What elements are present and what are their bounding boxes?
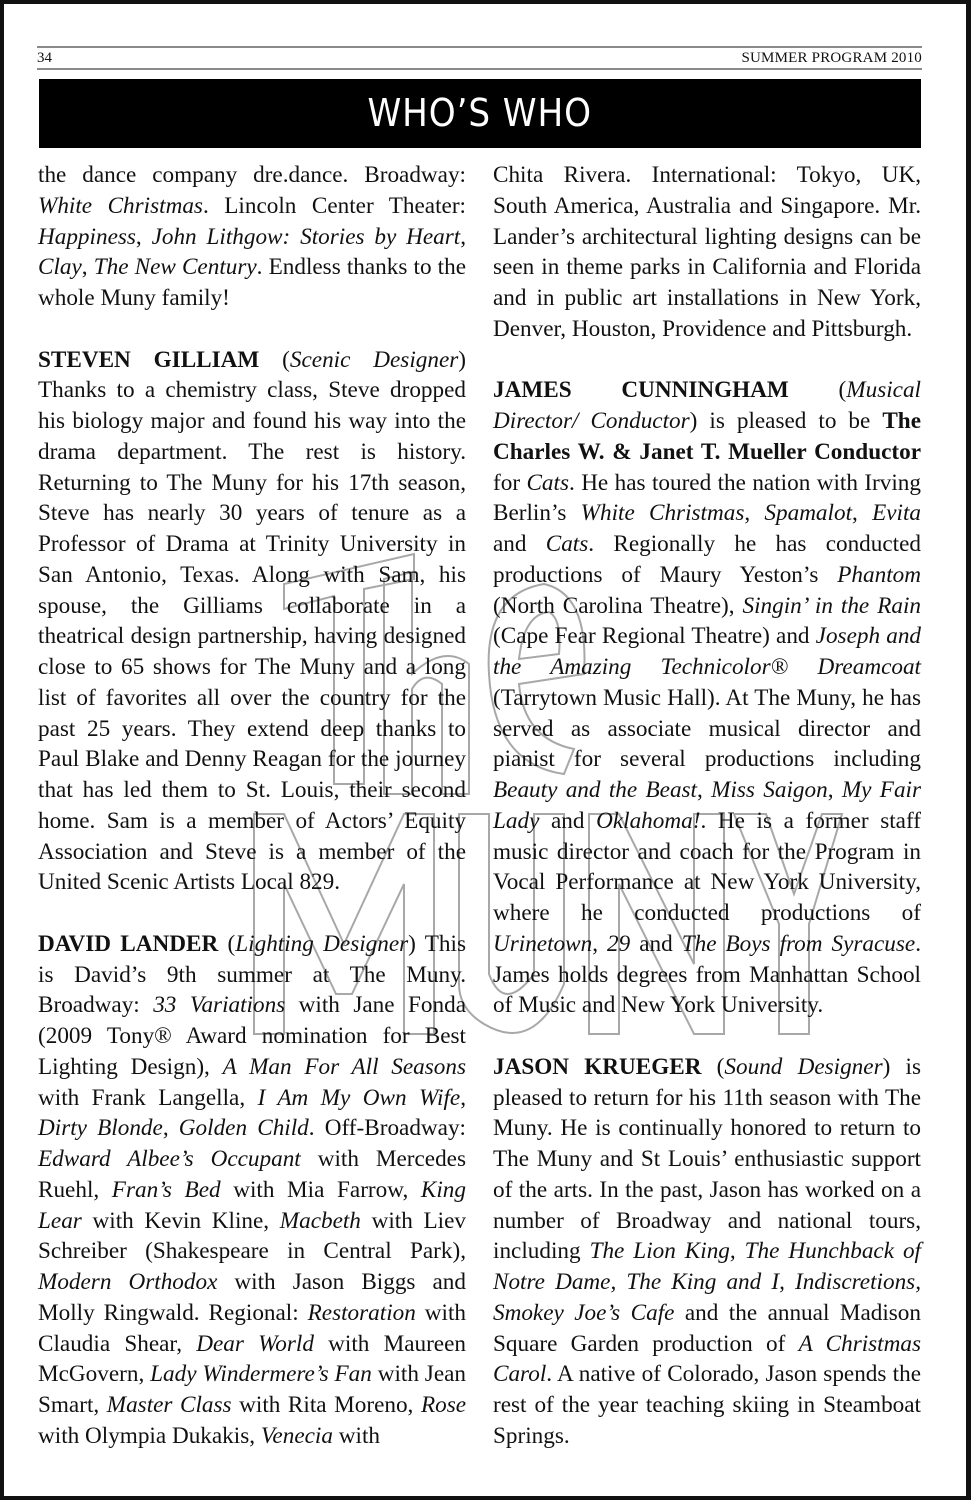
italic-title: Restoration [307,1299,416,1326]
bio-text: , [460,223,466,250]
bio-text: , [81,254,94,281]
section-banner [39,79,921,148]
bio-text: with Kevin Kline, [81,1207,280,1234]
bio-text: . He has toured the nation with Irving Berlin’s [493,469,921,527]
bio-text: with Jane Fonda (2009 Tony® Award nomination for Best Lighting Design), [38,992,466,1080]
bio-paragraph [38,160,466,314]
bio-text: . Off-Broadway: [308,1115,466,1142]
italic-title: 33 Variations [153,992,286,1019]
bio-text: Chita Rivera. International: Tokyo, UK, South America, Australia and Singapore. Mr. Lander’s architectural lighting designs can be seen in theme parks in California and Florida and in public art installations in New York, Denver, Houston, Providence and Pittsburgh. [493,162,921,342]
bio-text: , [852,500,873,527]
bio-text: . Lincoln Center Theater: [202,192,466,219]
italic-title: King Lear [38,1176,466,1234]
bio-text: with Maureen McGovern, [38,1330,466,1388]
italic-title: Beauty and the Beast [493,777,697,803]
italic-title: Modern Orthodox [38,1269,218,1295]
bio-text: and [493,531,546,557]
bio-text: . James holds degrees from Manhattan School of Music and New York University. [493,930,922,1019]
section-title: WHO’S WHO [367,91,593,135]
page-number: 34 [37,50,52,66]
bio-text: . Endless thanks to the whole Muny family! [38,254,466,311]
italic-title: A Man For All Seasons [222,1053,466,1080]
italic-title: Singin’ in the Rain [742,592,921,619]
italic-title: Edward Albee’s Occupant [38,1146,301,1172]
column-right [493,160,921,1452]
bio-text: . He is a former staff music director and coach for the Program in Vocal Performance at New York University, where he conducted productions of [493,807,921,926]
italic-title: Clay [38,254,82,281]
bio-text: ( [701,1053,725,1080]
bio-name: The Charles W. & Janet T. Mueller Conductor [493,408,921,465]
column-left [38,160,466,1452]
bio-name: JAMES CUNNINGHAM [493,377,789,404]
publication-title: SUMMER PROGRAM 2010 [741,50,922,66]
bio-paragraph [38,345,466,899]
bio-text: ) This is David’s 9th summer at The Muny. Broadway: [38,930,466,1019]
italic-title: John Lithgow: Stories by Heart [151,223,461,250]
bio-text: with Rita Moreno, [231,1392,421,1418]
italic-title: Cats [526,469,569,496]
bio-text: (Cape Fear Regional Theatre) and [493,623,816,650]
bio-paragraph [493,1052,921,1452]
bio-text: (North Carolina Theatre), [493,592,743,619]
bio-text: with Jason Biggs and Molly Ringwald. Regional: [38,1269,466,1326]
bio-paragraph [493,375,921,1021]
italic-title: The Boys from Syracuse [681,930,916,957]
bio-text: ( [259,346,290,373]
bio-text: with Mia Farrow, [220,1176,421,1203]
bio-text: and the annual Madison Square Garden production of [493,1299,921,1357]
bio-text: ) is pleased to be [689,408,883,434]
bio-name: DAVID LANDER [38,930,219,957]
italic-title: Happiness [38,223,136,250]
bio-text: . A native of Colorado, Jason spends the rest of the year teaching skiing in Steamboat Springs. [493,1361,921,1449]
bio-text: ) Thanks to a chemistry class, Steve dropped his biology major and found his way into the drama department. The rest is history. Returning to The Muny for his 17th season, Steve has nearly 30 years of tenure as a Professor of Drama at Trinity University in San Antonio, Texas. Along with Sam, his spouse, the Gilliams collaborate in a theatrical design partnership, having designed close to 65 shows for The Muny and a long list of favorites all over the country for the past 25 years. They extend deep thanks to Paul Blake and Denny Reagan for the journey that has led them to St. Louis, their second home. Sam is a member of Actors’ Equity Association and Steve is a member of the United Scenic Artists Local 829. [38,346,466,896]
bio-text: with Olympia Dukakis, [38,1422,261,1449]
bio-text: , [697,777,712,803]
italic-title: Rose [420,1392,467,1418]
bio-text: the dance company dre.dance. Broadway: [38,162,466,188]
bio-text: , [135,223,152,250]
italic-title: Oklahoma! [596,807,701,834]
italic-title: Joseph and the Amazing Technicolor® Dreamcoat [493,623,922,680]
italic-title: Lighting Designer [235,930,409,957]
italic-title: Macbeth [279,1207,361,1234]
header-rule-top [37,46,922,48]
bio-text: with Mercedes Ruehl, [38,1146,466,1203]
italic-title: The Lion King, The Hunchback of Notre Dame, The King and I, Indiscretions, Smokey Joe’s Cafe [493,1238,921,1326]
bio-paragraph [38,929,466,1452]
bio-text: with Liev Schreiber (Shakespeare in Central Park), [38,1207,467,1265]
italic-title: I Am My Own Wife [257,1084,461,1111]
bio-name: STEVEN GILLIAM [38,346,260,373]
italic-title: Golden Child [178,1115,309,1142]
italic-title: Spamalot [764,500,853,527]
italic-title: White Christmas [580,500,745,527]
bio-text: and [539,807,597,834]
italic-title: My Fair Lady [493,777,922,834]
bio-text: and [630,930,682,957]
bio-text: , [162,1115,179,1142]
bio-text: with Frank Langella, [38,1084,258,1111]
italic-title: Musical Director/ Conductor [493,377,921,434]
bio-text: ( [218,930,236,957]
italic-title: Scenic Designer [289,346,459,373]
bio-text: , [592,930,608,957]
italic-title: Sound Designer [724,1053,883,1080]
italic-title: White Christmas [38,192,203,219]
bio-text: , [827,777,842,803]
italic-title: Miss Saigon [711,777,828,803]
bio-text: for [493,469,527,496]
bio-text: . Regionally he has conducted productions of Maury Yeston’s [493,531,921,588]
italic-title: Phantom [837,561,921,588]
bio-name: JASON KRUEGER [493,1053,702,1080]
header-rule-bottom [37,68,922,70]
italic-title: Urinetown [493,930,593,957]
bio-text: (Tarrytown Music Hall). At The Muny, he has served as associate musical director and pianist for several productions including [493,684,921,773]
italic-title: 29 [607,930,631,957]
bio-paragraph [493,160,921,345]
italic-title: Evita [872,500,921,527]
bio-text: with Jean Smart, [38,1361,466,1418]
italic-title: The New Century [93,254,257,281]
bio-text: ) is pleased to return for his 11th season with The Muny. He is continually honored to return to The Muny and St Louis’ enthusiastic support of the arts. In the past, Jason has worked on a number of Broadway and national tours, including [493,1053,921,1265]
italic-title: Dear World [196,1330,314,1357]
bio-text: with [332,1422,380,1449]
italic-title: A Christmas Carol [493,1330,921,1388]
italic-title: Master Class [106,1392,232,1418]
italic-title: Fran’s Bed [111,1176,221,1203]
bio-text: ( [788,377,847,404]
bio-text: , [744,500,765,527]
italic-title: Venecia [260,1422,333,1449]
italic-title: Lady Windermere’s Fan [150,1361,372,1388]
running-head [37,49,922,67]
bio-text: , [460,1084,466,1111]
bio-text: with Claudia Shear, [38,1299,467,1357]
italic-title: Dirty Blonde [38,1115,163,1142]
italic-title: Cats [545,531,589,557]
